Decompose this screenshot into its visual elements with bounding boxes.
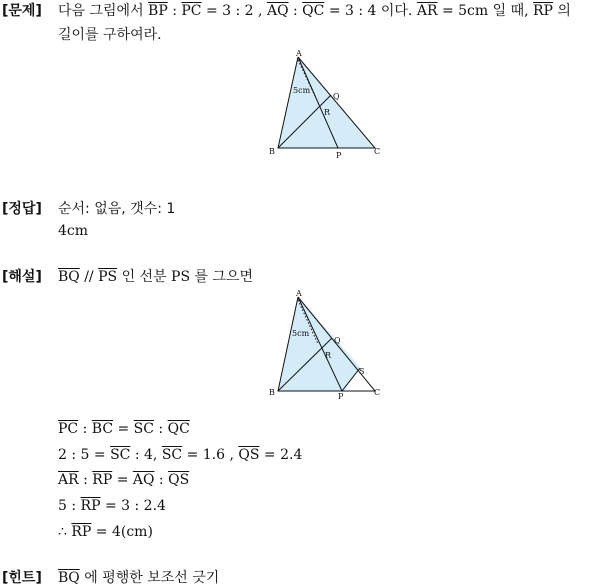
- therefore-symbol: ∴: [58, 524, 72, 540]
- equation-2: [58, 447, 302, 463]
- segment-sc: $\overline{SC}$: [161, 447, 183, 463]
- problem-line-1: [58, 0, 571, 20]
- length-label: 5cm: [293, 86, 311, 95]
- text: =: [112, 472, 133, 488]
- segment-bq: $\overline{BQ}$: [58, 570, 80, 586]
- segment-qs: $\overline{QS}$: [238, 447, 260, 463]
- point-a: A: [296, 49, 302, 58]
- solution-line-1: [58, 266, 253, 286]
- text: 의: [552, 3, 571, 19]
- text: = 1.6 ,: [182, 447, 239, 463]
- point-p: P: [338, 392, 344, 400]
- point-r: R: [324, 108, 331, 117]
- segment-rp: $\overline{RP}$: [533, 3, 553, 19]
- equation-5: [58, 524, 153, 540]
- point-a: A: [296, 289, 302, 298]
- segment-aq: $\overline{AQ}$: [266, 3, 289, 19]
- solution-figure: [262, 288, 392, 400]
- length-label: 5cm: [292, 329, 310, 338]
- text: = 3 : 2 ,: [201, 3, 267, 19]
- segment-sc: $\overline{SC}$: [110, 447, 131, 463]
- problem-label: [문제]: [2, 3, 42, 19]
- text: : 4,: [130, 447, 162, 463]
- shaded-region: [278, 297, 360, 391]
- point-r: R: [325, 351, 332, 360]
- text: :: [153, 421, 168, 437]
- segment-pc: $\overline{PC}$: [181, 3, 202, 19]
- equation-3: [58, 472, 189, 488]
- triangle-fill: [278, 57, 375, 148]
- answer-line-2: 4cm: [58, 223, 89, 239]
- hint-line: [58, 567, 219, 587]
- hint-label: [힌트]: [2, 570, 42, 586]
- text: :: [288, 3, 303, 19]
- segment-pc: $\overline{PC}$: [58, 421, 79, 437]
- segment-bc: $\overline{BC}$: [91, 421, 114, 437]
- point-c: C: [374, 147, 381, 156]
- segment-qc: $\overline{QC}$: [302, 3, 325, 19]
- segment-rp: $\overline{RP}$: [80, 498, 101, 514]
- text: 인 선분 PS 를 그으면: [117, 269, 254, 285]
- text: = 4(cm): [91, 524, 153, 540]
- segment-bp: $\overline{BP}$: [148, 3, 168, 19]
- point-q: Q: [333, 92, 340, 101]
- segment-sc: $\overline{SC}$: [133, 421, 154, 437]
- segment-bq: $\overline{BQ}$: [58, 269, 80, 285]
- problem-line-2: 길이를 구하여라.: [58, 27, 162, 43]
- text: = 5cm 일 때,: [437, 3, 534, 19]
- text: :: [78, 472, 93, 488]
- text: 에 평행한 보조선 긋기: [79, 570, 220, 586]
- solution-label: [해설]: [2, 269, 42, 285]
- text: =: [113, 421, 134, 437]
- text: 다음 그림에서: [58, 3, 149, 19]
- segment-rp: $\overline{RP}$: [71, 524, 92, 540]
- point-b: B: [269, 147, 275, 156]
- segment-ar: $\overline{AR}$: [416, 3, 438, 19]
- text: 2 : 5 =: [58, 447, 111, 463]
- equation-4: [58, 498, 166, 514]
- segment-qc: $\overline{QC}$: [167, 421, 190, 437]
- segment-ar: $\overline{AR}$: [58, 472, 79, 488]
- segment-qs: $\overline{QS}$: [168, 472, 190, 488]
- segment-ps: $\overline{PS}$: [98, 269, 118, 285]
- point-q: Q: [334, 336, 341, 345]
- answer-label: [정답]: [2, 201, 42, 217]
- text: = 3 : 4 이다.: [324, 3, 417, 19]
- point-c: C: [374, 388, 381, 397]
- text: = 2.4: [259, 447, 303, 463]
- point-b: B: [269, 388, 275, 397]
- text: 5 :: [58, 498, 81, 514]
- text: = 3 : 2.4: [100, 498, 166, 514]
- segment-rp: $\overline{RP}$: [92, 472, 113, 488]
- equation-1: [58, 421, 190, 437]
- segment-aq: $\overline{AQ}$: [132, 472, 155, 488]
- text: //: [79, 269, 99, 285]
- text: :: [78, 421, 92, 437]
- point-p: P: [336, 151, 342, 160]
- text: :: [154, 472, 169, 488]
- answer-line-1: 순서: 없음, 갯수: 1: [58, 201, 176, 217]
- text: :: [167, 3, 182, 19]
- point-s: S: [359, 367, 365, 376]
- problem-figure: [262, 48, 392, 160]
